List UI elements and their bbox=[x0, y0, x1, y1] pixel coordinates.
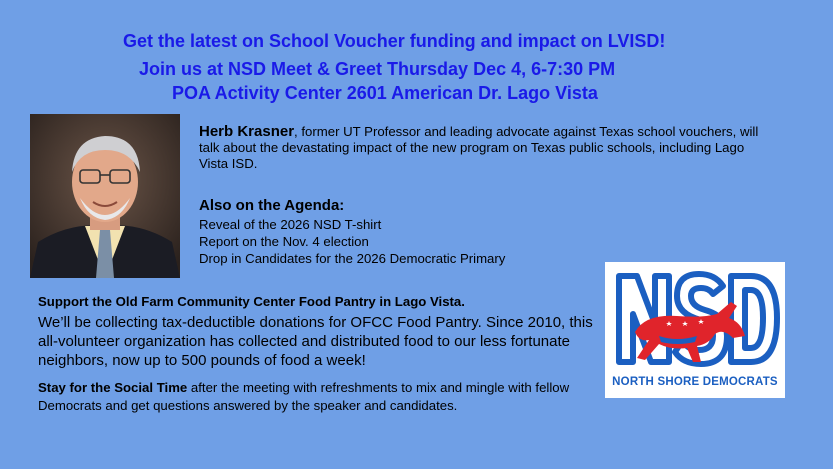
headline-voucher: Get the latest on School Voucher funding and impact on LVISD! bbox=[123, 31, 666, 51]
pantry-body: We’ll be collecting tax-deductible donations for OFCC Food Pantry. Since 2010, this all-volunteer organization has collected and distributed food to our less fortunate neighbors, now up to 500 pounds of food a week! bbox=[38, 314, 593, 369]
logo-text: NORTH SHORE DEMOCRATS bbox=[612, 376, 778, 388]
nsd-logo bbox=[605, 262, 785, 398]
agenda-title: Also on the Agenda: bbox=[199, 197, 345, 214]
speaker-intro bbox=[199, 124, 769, 172]
speaker-description: , former UT Professor and leading advocate against Texas school vouchers, will talk about the devastating impact of the new program on Texas public schools, including Lago Vista ISD. bbox=[199, 124, 759, 171]
headline-event-time: Join us at NSD Meet & Greet Thursday Dec 4, 6-7:30 PM bbox=[139, 59, 616, 79]
agenda-item: Report on the Nov. 4 election bbox=[199, 234, 369, 249]
social-time-note bbox=[38, 379, 598, 415]
social-body: after the meeting with refreshments to mix and mingle with fellow Democrats and get questions answered by the speaker and candidates. bbox=[38, 380, 570, 413]
pantry-title: Support the Old Farm Community Center Food Pantry in Lago Vista. bbox=[38, 294, 465, 309]
agenda-item: Drop in Candidates for the 2026 Democratic Primary bbox=[199, 251, 506, 266]
agenda-list bbox=[199, 216, 505, 267]
headline-location: POA Activity Center 2601 American Dr. Lago Vista bbox=[172, 83, 598, 103]
speaker-photo bbox=[30, 114, 180, 278]
social-lead: Stay for the Social Time bbox=[38, 380, 188, 395]
agenda-item: Reveal of the 2026 NSD T-shirt bbox=[199, 217, 382, 232]
speaker-name: Herb Krasner bbox=[199, 123, 295, 140]
nsd-logo-graphic bbox=[605, 262, 785, 374]
